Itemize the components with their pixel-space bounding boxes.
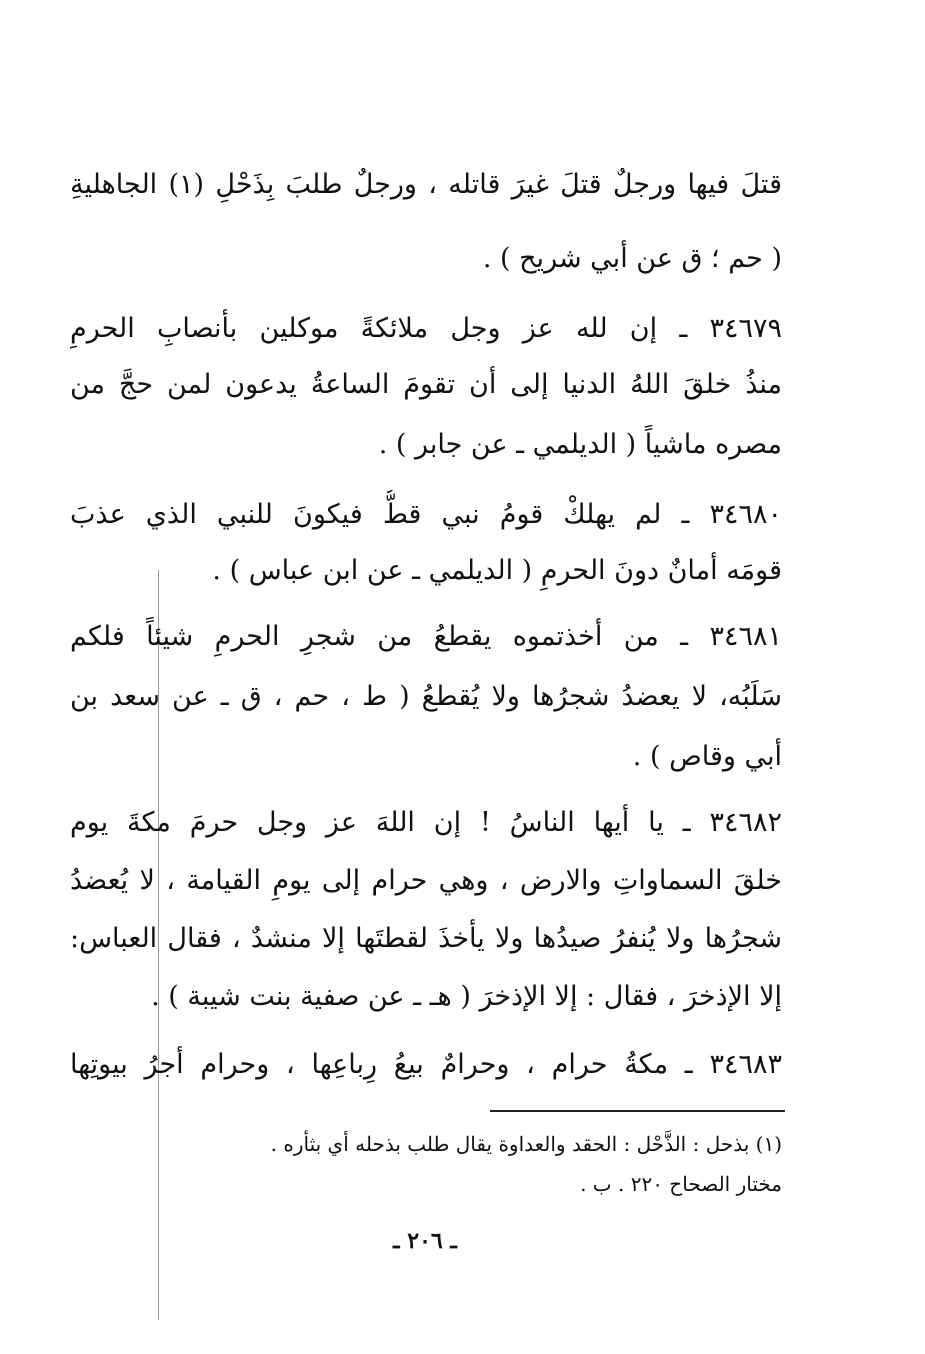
text-line-2: ( حم ؛ ق عن أبي شريح ) . — [482, 243, 782, 274]
footnote-line-2: مختار الصحاح ٢٢٠ . ب . — [580, 1172, 782, 1196]
footnote-line-1: (١) بذحل : الذَّحْل : الحقد والعداوة يقال طلب بذحله أي بثأره . — [270, 1132, 782, 1156]
text-line-12: خلقَ السماواتِ والارض ، وهي حرام إلى يومِ القيامة ، لا يُعضدُ — [70, 865, 782, 896]
text-line-14: إلا الإذخرَ ، فقال : إلا الإذخرَ ( هـ ـ عن صفية بنت شيبة ) . — [151, 981, 782, 1012]
text-line-7: قومَه أمانٌ دونَ الحرمِ ( الديلمي ـ عن ابن عباس ) . — [212, 555, 782, 586]
text-line-13: شجرُها ولا يُنفرُ صيدُها ولا يأخذَ لقطتَها إلا منشدٌ ، فقال العباس: — [70, 923, 782, 954]
text-line-6: ٣٤٦٨٠ ـ لم يهلكْ قومُ نبي قطُّ فيكونَ للنبي الذي عذبَ — [70, 499, 782, 530]
footnote-divider — [490, 1110, 785, 1112]
text-line-15: ٣٤٦٨٣ ـ مكةُ حرام ، وحرامٌ بيعُ رِباعِها ، وحرام أجرُ بيوتِها — [70, 1049, 782, 1080]
text-line-11: ٣٤٦٨٢ ـ يا أيها الناسُ ! إن اللهَ عز وجل حرمَ مكةَ يوم — [70, 807, 782, 838]
page-number: ـ ٢٠٦ ـ — [393, 1228, 457, 1254]
text-line-4: منذُ خلقَ اللهُ الدنيا إلى أن تقومَ الساعةُ يدعون لمن حجَّ من — [70, 369, 782, 400]
text-line-1: ُقتلَ فيها ورجلٌ قتلَ غيرَ قاتله ، ورجلٌ طلبَ بِذَحْلِ (١) الجاهليةِ — [70, 169, 782, 200]
text-line-3: ٣٤٦٧٩ ـ إن لله عز وجل ملائكةً موكلين بأنصابِ الحرمِ — [70, 313, 782, 344]
text-line-5: مصره ماشياً ( الديلمي ـ عن جابر ) . — [378, 429, 782, 460]
text-line-8: ٣٤٦٨١ ـ من أخذتموه يقطعُ من شجرِ الحرمِ شيئاً فلكم — [70, 621, 782, 652]
text-line-10: أبي وقاص ) . — [632, 741, 782, 772]
text-line-9: سَلَبُه، لا يعضدُ شجرُها ولا يُقطعُ ( ط ، حم ، ق ـ عن سعد بن — [70, 681, 782, 712]
